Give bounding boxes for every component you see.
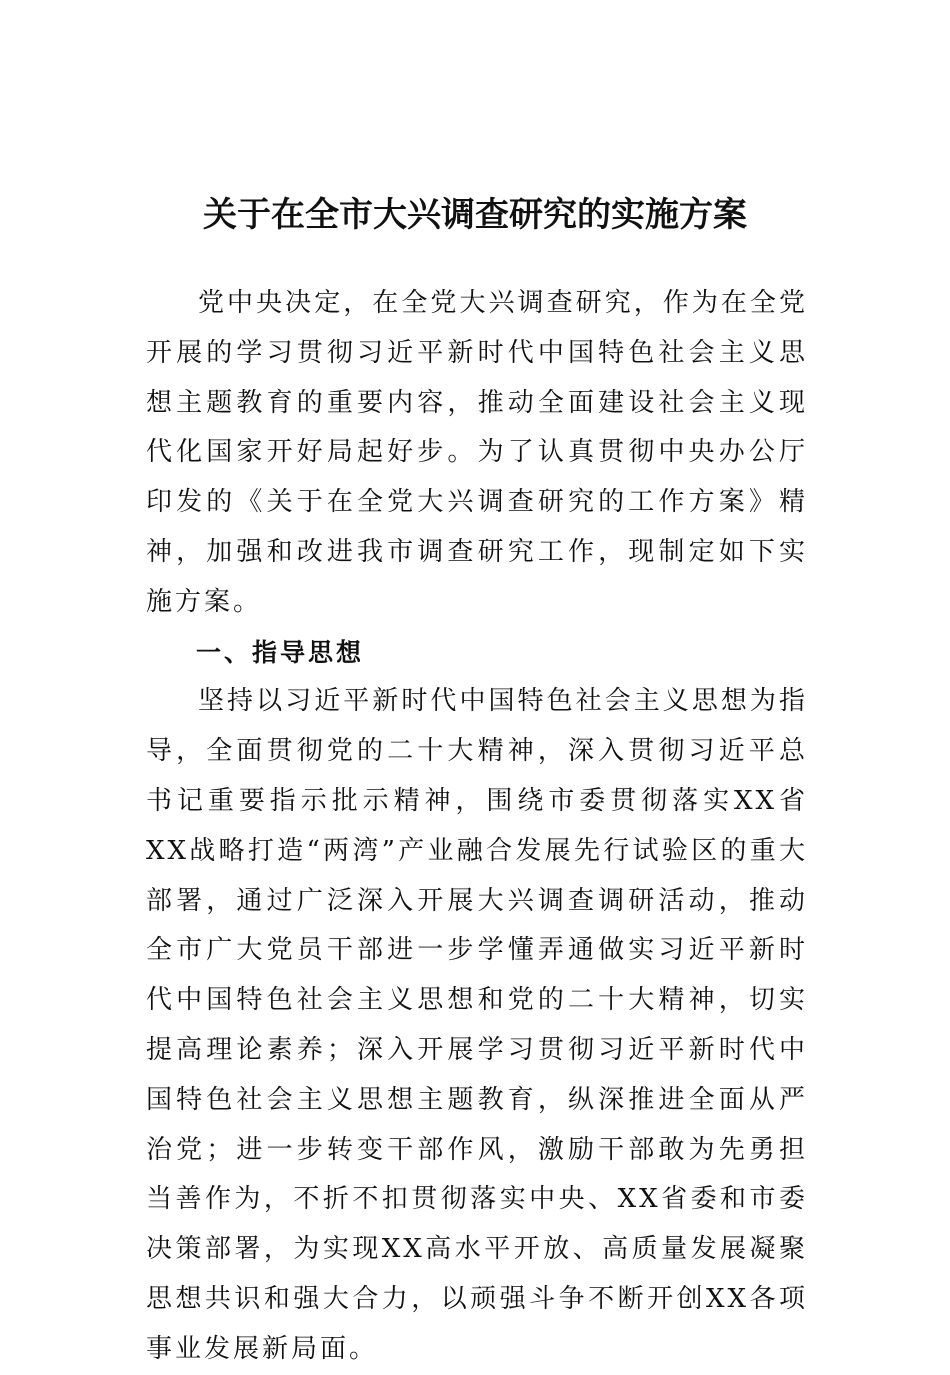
- intro-paragraph: 党中央决定，在全党大兴调查研究，作为在全党开展的学习贯彻习近平新时代中国特色社会主义思想主题教育的重要内容，推动全面建设社会主义现代化国家开好局起好步。为了认真贯彻中央办公厅印发的《关于在全党大兴调查研究的工作方案》精神，加强和改进我市调查研究工作，现制定如下实施方案。: [146, 288, 808, 617]
- section-heading-guiding-ideology: 一、指导思想: [196, 637, 365, 667]
- section-paragraph-guiding-ideology: 坚持以习近平新时代中国特色社会主义思想为指导，全面贯彻党的二十大精神，深入贯彻习近平总书记重要指示批示精神，围绕市委贯彻落实XX省XX战略打造“两湾”产业融合发展先行试验区的重大部署，通过广泛深入开展大兴调查调研活动，推动全市广大党员干部进一步学懂弄通做实习近平新时代中国特色社会主义思想和党的二十大精神，切实提高理论素养；深入开展学习贯彻习近平新时代中国特色社会主义思想主题教育，纵深推进全面从严治党；进一步转变干部作风，激励干部敢为先勇担当善作为，不折不扣贯彻落实中央、XX省委和市委决策部署，为实现XX高水平开放、高质量发展凝聚思想共识和强大合力，以顽强斗争不断开创XX各项事业发展新局面。: [146, 686, 808, 1364]
- document-body: [146, 279, 808, 1375]
- document-title: 关于在全市大兴调查研究的实施方案: [203, 194, 747, 235]
